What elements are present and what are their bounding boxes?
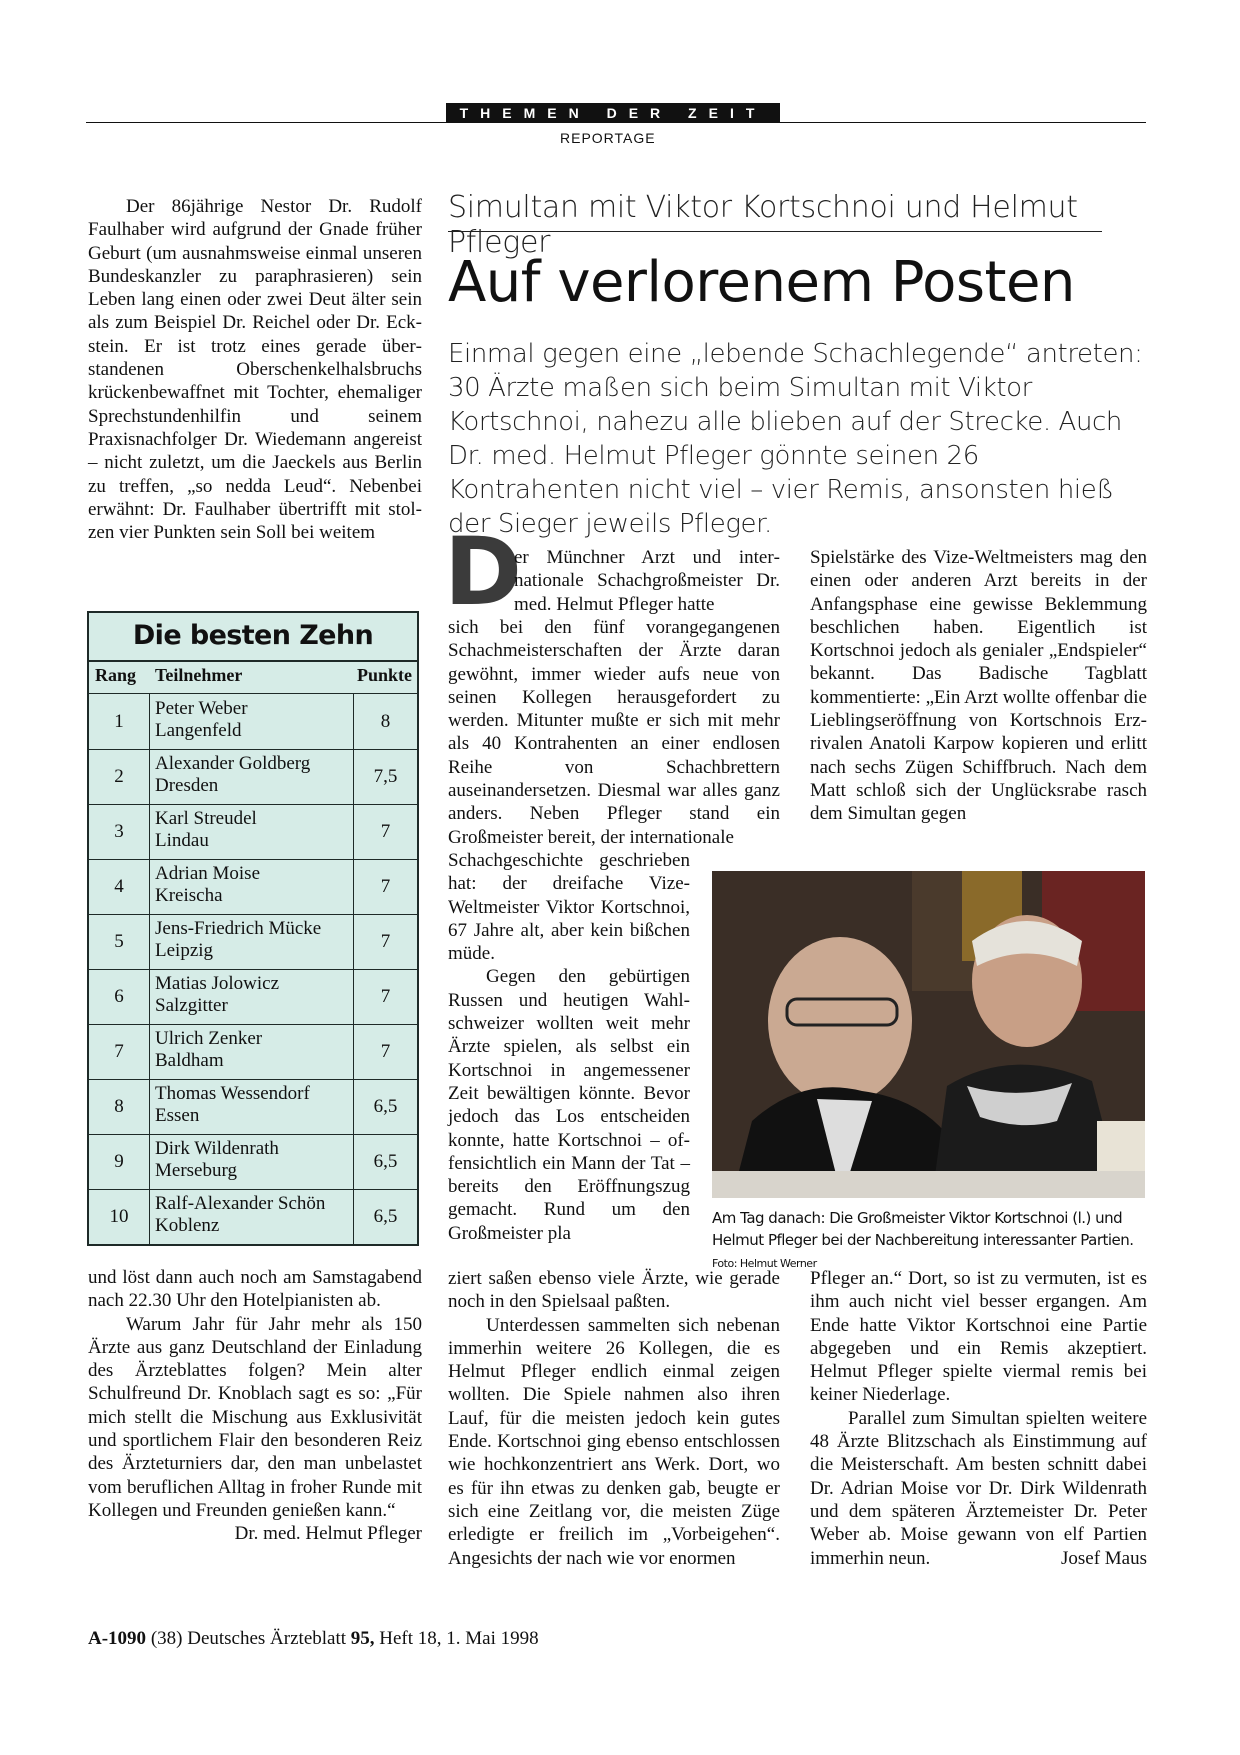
middle-column-narrow: [448, 849, 690, 1245]
left-column-bottom: [88, 1266, 422, 1546]
participant-cell: [155, 1193, 325, 1236]
paragraph-text: Warum Jahr für Jahr mehr als 150 Ärzte aus ganz Deutschland der Einladung des Ärzteblattes folgen? Mein alter Schulfreund Dr. Knoblach sagt es so: „Für mich stellt die Mischung aus Exklusivität und sportlichem Flair den besonderen Reiz des Ärzteturniers dar, den man unbelastet vom beruflichen Alltag in froher Runde mit Kollegen und Freunden genießen kann.“: [88, 1313, 422, 1521]
header-points: Punkte: [357, 665, 413, 685]
rank-cell: 9: [114, 1151, 124, 1172]
ranking-table: [87, 611, 419, 1246]
table-title: Die besten Zehn: [132, 620, 374, 651]
photo-credit: Foto: Helmut Werner: [712, 1257, 817, 1270]
table-row: [89, 1134, 417, 1190]
table-row: [89, 804, 417, 860]
left-column-top: [88, 195, 422, 544]
participant-name: Dirk Wildenrath: [155, 1138, 279, 1159]
points-cell: 7,5: [373, 766, 398, 787]
publication: (38) Deutsches Ärzteblatt: [150, 1628, 347, 1649]
rank-cell: 7: [114, 1041, 124, 1062]
paragraph: sich bei den fünf vorangegangenen Schachmeisterschaften der Ärzte daran gewöhnt, immer wieder aufs neue von seinen Kollegen herausgefordert zu werden. Mitunter mußte er sich mit mehr als 40 Kontrahenten an einer endlosen Reihe von Schachbrettern auseinandersetzen. Diesmal war alles ganz anders. Neben Pfleger stand ein Großmeister bereit, der internationale: [448, 617, 780, 848]
paragraph: Unterdessen sammelten sich nebenan immerhin weitere 26 Kollegen, die es Helmut Pfleger endlich einmal zeigen wollten. Die Spiele nahmen also ihren Lauf, für die meisten jedoch kein gutes Ende. Kortschnoi ging ebenso entschlossen wie hochkonzentriert ans Werk. Dort, wo es für ihn etwas zu denken gab, beugte er sich eine Zeitlang vor, die meisten Züge erledigte er freilich im „Vorbeigehen“. Angesichts der nach wie vor enormen: [448, 1314, 780, 1569]
participant-cell: [155, 918, 321, 961]
lead-paragraph: Einmal gegen eine „lebende Schachlegende“ antreten: 30 Ärzte maßen sich beim Simultan mit Viktor Kortschnoi, nahezu alle blieben auf der Strecke. Auch Dr. med. Helmut Pfleger gönnte seinen 26 Kontrahenten nicht viel – vier Remis, ansonsten hieß der Sieger jeweils Pfleger.: [448, 339, 1143, 539]
participant-name: Ulrich Zenker: [155, 1028, 263, 1049]
points-cell: 7: [380, 821, 391, 842]
issue-date: Heft 18, 1. Mai 1998: [379, 1628, 539, 1649]
rank-cell: 10: [109, 1206, 129, 1227]
header-participant: Teilnehmer: [155, 665, 243, 685]
right-column-top: [810, 546, 1147, 826]
participant-city: Koblenz: [155, 1214, 220, 1236]
author-signature: Dr. med. Helmut Pfleger: [234, 1523, 422, 1545]
caption-text: Am Tag danach: Die Großmeister Viktor Kortschnoi (l.) und Helmut Pfleger bei der Nachbereitung interessanter Partien.: [712, 1209, 1134, 1249]
author-signature: Josef Maus: [1060, 1547, 1147, 1569]
participant-cell: [155, 753, 310, 796]
table-row: [89, 859, 417, 915]
participant-name: Adrian Moise: [155, 863, 261, 884]
points-cell: 8: [380, 711, 391, 732]
points-cell: 7: [380, 876, 391, 897]
participant-name: Thomas Wessendorf: [155, 1083, 310, 1104]
middle-column-bottom: [448, 1267, 780, 1570]
rank-cell: 1: [114, 711, 124, 732]
rank-cell: 3: [114, 821, 124, 842]
middle-column: [448, 616, 780, 849]
rank-cell: 2: [114, 766, 124, 787]
participant-cell: [155, 1138, 279, 1181]
participant-name: Jens-Friedrich Mücke: [155, 918, 322, 939]
participant-city: Kreischa: [155, 884, 223, 906]
participant-cell: [155, 698, 248, 741]
participant-name: Ralf-Alexander Schön: [155, 1193, 326, 1214]
volume: 95,: [350, 1628, 375, 1649]
kicker-rule: [448, 231, 1102, 232]
table-row: [89, 1024, 417, 1080]
table-row: [89, 694, 417, 750]
photo-illustration: [712, 871, 1145, 1198]
photo-caption: [712, 1207, 1152, 1275]
participant-cell: [155, 1083, 310, 1126]
rank-cell: 6: [114, 986, 124, 1007]
headline: Auf verlorenem Posten: [448, 250, 1075, 315]
participant-city: Langenfeld: [155, 719, 242, 741]
paragraph: Gegen den gebürtigen Russen und heutigen Wahlschweizer wollten weit mehr Ärzte spielen, als selbst ein Kortschnoi in angemessener Zeit bewältigen könnte. Bevor jedoch das Los entscheiden konnte, hatte Kortschnoi – offensichtlich ein Mann der Tat – bereits den Eröffnungszug gemacht. Rund um den Großmeister pla: [448, 966, 690, 1244]
points-cell: 6,5: [373, 1096, 398, 1117]
drop-cap: D: [444, 518, 523, 627]
participant-city: Salzgitter: [155, 994, 228, 1016]
points-cell: 6,5: [373, 1151, 398, 1172]
participant-city: Dresden: [155, 774, 219, 796]
paragraph: ziert saßen ebenso viele Ärzte, wie gerade noch in den Spielsaal paßten.: [448, 1268, 780, 1313]
section-label: THEMEN DER ZEIT: [459, 105, 767, 121]
participant-name: Karl Streudel: [155, 808, 257, 829]
table-divider: [89, 660, 417, 662]
table-row: [89, 1079, 417, 1135]
table-row: [89, 749, 417, 805]
paragraph: Spielstärke des Vize-Weltmeisters mag den einen oder anderen Arzt bereits in der Anfangsphase eine gewisse Beklemmung beschlichen haben. Eigentlich ist Kortschnoi jedoch als genialer „Endspieler“ bekannt. Das Badische Tagblatt kommentierte: „Ein Arzt wollte offenbar die Lieblingseröffnung von Kortschnois Erzrivalen Anatoli Karpow kopieren und erlitt nach sechs Zügen Schiffbruch. Nach dem Matt schloß sich der Unglücksrabe rasch dem Simultan gegen: [810, 547, 1147, 825]
middle-column-drop: [514, 546, 780, 616]
table-row: [89, 969, 417, 1025]
points-cell: 7: [380, 986, 391, 1007]
photo: [712, 871, 1145, 1198]
paragraph: [88, 1313, 422, 1545]
rank-cell: 8: [114, 1096, 124, 1117]
participant-name: Alexander Goldberg: [155, 753, 311, 774]
kicker: Simultan mit Viktor Kortschnoi und Helmut Pfleger: [448, 190, 1078, 260]
rank-cell: 4: [114, 876, 124, 897]
points-cell: 7: [380, 931, 391, 952]
table-row: [89, 914, 417, 970]
participant-city: Essen: [155, 1104, 200, 1126]
participant-cell: [155, 863, 260, 906]
table-row: [89, 1189, 417, 1244]
paragraph: [810, 1407, 1147, 1570]
participant-cell: [155, 973, 279, 1016]
participant-name: Peter Weber: [155, 698, 248, 719]
right-column-bottom: [810, 1267, 1147, 1570]
participant-city: Merseburg: [155, 1159, 237, 1181]
paragraph-text: Parallel zum Simultan spielten weitere 48 Ärzte Blitzschach als Einstimmung auf die Meisterschaft. Am besten schnitt dabei Dr. Adrian Moise vor Dr. Dirk Wildenrath und dem späteren Ärztemeister Dr. Peter Weber ab. Moise gewann von elf Partien immerhin neun.: [810, 1407, 1147, 1569]
header-rank: Rang: [95, 665, 137, 685]
paragraph: Der 86jährige Nestor Dr. Rudolf Faulhaber wird aufgrund der Gnade früher Geburt (um ausnahmsweise einmal unseren Bundeskanzler zu paraphrasieren) sein Leben lang einen oder zwei Deut älter sein als zum Beispiel Dr. Reichel oder Dr. Eckstein. Er ist trotz eines gerade überstandenen Oberschenkelhalsbruchs krückenbewaffnet mit Tochter, ehemaliger Sprechstundenhilfin und seinem Praxisnachfolger Dr. Wiedemann angereist – nicht zuletzt, um die Jaeckels aus Berlin zu treffen, „so nedda Leud“. Nebenbei erwähnt: Dr. Faulhaber übertrifft mit stolzen vier Punkten sein Soll bei weitem: [88, 196, 422, 544]
points-cell: 7: [380, 1041, 391, 1062]
participant-city: Leipzig: [155, 939, 214, 961]
participant-cell: [155, 808, 257, 851]
participant-name: Matias Jolowicz: [155, 973, 280, 994]
page-number: A-1090: [88, 1628, 147, 1649]
paragraph: er Münchner Arzt und internationale Schachgroßmeister Dr. med. Helmut Pfleger hatte: [514, 547, 780, 615]
participant-cell: [155, 1028, 262, 1071]
subsection-label: REPORTAGE: [560, 130, 656, 146]
participant-city: Baldham: [155, 1049, 224, 1071]
page-footer: [88, 1628, 539, 1650]
paragraph: Schachgeschichte geschrieben hat: der dreifache Vize-Weltmeister Viktor Kortschnoi, 67 Jahre alt, aber kein bißchen müde.: [448, 850, 690, 965]
paragraph: Pfleger an.“ Dort, so ist zu vermuten, ist es ihm auch nicht viel besser ergangen. Am Ende hatte Viktor Kortschnoi eine Partie abgegeben und ein Remis akzeptiert. Helmut Pfleger spielte viermal remis bei keiner Niederlage.: [810, 1268, 1147, 1406]
paragraph: und löst dann auch noch am Samstagabend nach 22.30 Uhr den Hotelpianisten ab.: [88, 1267, 422, 1312]
rank-cell: 5: [114, 931, 124, 952]
points-cell: 6,5: [373, 1206, 398, 1227]
participant-city: Lindau: [155, 829, 209, 851]
